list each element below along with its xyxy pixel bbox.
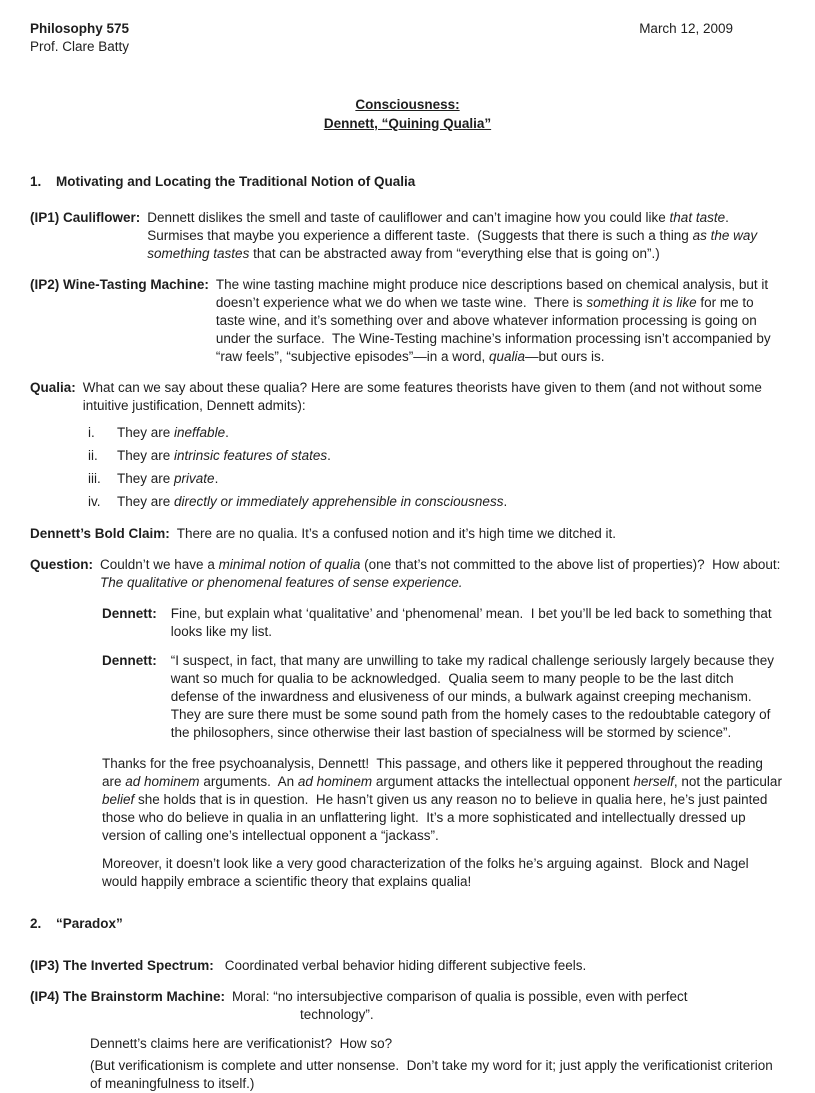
ip4-text-line-1: Moral: “no intersubjective comparison of qualia is possible, even with perfect [232,989,688,1004]
para-verificationist-question: Dennett’s claims here are verificationist? How so? [90,1036,393,1051]
section-2-number: 2. [30,916,42,931]
para-question [30,556,785,592]
list-item-numeral: iii. [88,471,101,486]
title-line-1: Consciousness: [355,97,460,112]
ip2-label: (IP2) Wine-Tasting Machine: [30,277,209,292]
list-item-text: They are private. [117,471,219,486]
question-label: Question: [30,557,93,572]
course-title: Philosophy 575 [30,21,130,36]
dennett-label: Dennett: [102,653,157,668]
para-dennett-reply-1 [102,605,785,641]
list-item-numeral: iv. [88,494,101,509]
dennett-reply-1-text: Fine, but explain what ‘qualitative’ and ‘phenomenal’ mean. I bet you’ll be led back to something that looks like my list. [170,606,776,639]
header-left [30,20,129,56]
document-date: March 12, 2009 [639,21,733,36]
para-thanks-psychoanalysis: Thanks for the free psychoanalysis, Dennett! This passage, and others like it peppered throughout the reading are ad hominem arguments. An ad hominem argument attacks the intellectual opponent herself, not the particular belief she holds that is in question. He hasn’t given us any reason no to believe in qualia here, he’s just painted those who do believe in qualia in an unflattering light. It’s a more sophisticated and intellectually dressed up version of calling one’s intellectual opponent a “jackass”. [102,756,786,843]
para-qualia [30,379,785,415]
ip4-text [232,988,687,1024]
list-item [88,490,785,513]
ip4-text-line-2: technology”. [300,1007,374,1022]
section-2-heading [30,915,785,933]
ip3-label: (IP3) The Inverted Spectrum: [30,958,214,973]
list-item [88,444,785,467]
para-ip3-inverted-spectrum [30,957,785,975]
ip2-text: The wine tasting machine might produce nice descriptions based on chemical analysis, but it doesn’t experience what we do when we taste wine. There is something it is like for me to taste wine, and it’s something over and above whatever information processing is going on under the surface. The Wine-Testing machine’s information processing isn’t accompanied by “raw feels”, “subjective episodes”—in a word, qualia—but ours is. [215,277,775,364]
para-ip4-brainstorm-machine [30,988,785,1024]
list-item-numeral: ii. [88,448,98,463]
para-moreover: Moreover, it doesn’t look like a very good characterization of the folks he’s arguing against. Block and Nagel would happily embrace a scientific theory that explains qualia! [102,856,753,889]
professor-name: Prof. Clare Batty [30,39,130,54]
bold-claim-text: There are no qualia. It’s a confused notion and it’s high time we ditched it. [176,526,617,541]
dennett-reply-2-text: “I suspect, in fact, that many are unwilling to take my radical challenge seriously largely because they want so much for qualia to be acknowledged. Qualia seem to many people to be the last ditch defense of the inwardness and elusiveness of our minds, a bulwark against creeping mechanism. They are sure there must be some sound path from the homely cases to the redoubtable category of the philosophers, since otherwise their last bastion of specialness will be stormed by science”. [170,653,778,740]
bold-claim-label: Dennett’s Bold Claim: [30,526,170,541]
ip1-text: Dennett dislikes the smell and taste of cauliflower and can’t imagine how you could like that taste. Surmises that maybe you experience a different taste. (Suggests that there is such a thing as the way something tastes that can be abstracted away from “everything else that is going on”.) [147,210,761,261]
section-1-heading [30,173,785,191]
title-line-2: Dennett, “Quining Qualia” [323,115,492,131]
list-item [88,467,785,490]
document-header [30,20,785,56]
qualia-text: What can we say about these qualia? Here are some features theorists have given to them (and not without some intuitive justification, Dennett admits): [82,380,766,413]
para-bold-claim [30,525,785,543]
section-1-number: 1. [30,174,42,189]
section-1-title: Motivating and Locating the Traditional Notion of Qualia [56,174,416,189]
document-title [30,96,785,133]
qualia-features-list [88,421,785,513]
para-ip2-wine-tasting-machine [30,276,785,366]
section-2-title: “Paradox” [56,916,123,931]
ip4-label: (IP4) The Brainstorm Machine: [30,989,226,1004]
qualia-label: Qualia: [30,380,76,395]
list-item-text: They are ineffable. [117,425,229,440]
para-dennett-reply-2 [102,652,785,742]
list-item [88,421,785,444]
para-ip1-cauliflower [30,209,785,263]
question-text: Couldn’t we have a minimal notion of qualia (one that’s not committed to the above list of properties)? How about: The qualitative or phenomenal features of sense experience. [100,557,785,590]
ip3-text: Coordinated verbal behavior hiding different subjective feels. [224,958,587,973]
para-verificationist-note: (But verificationism is complete and utter nonsense. Don’t take my word for it; just apply the verificationist criterion of meaningfulness to itself.) [90,1058,777,1091]
list-item-text: They are directly or immediately apprehensible in consciousness. [117,494,508,509]
ip1-label: (IP1) Cauliflower: [30,210,141,225]
list-item-text: They are intrinsic features of states. [117,448,331,463]
list-item-numeral: i. [88,425,95,440]
dennett-label: Dennett: [102,606,157,621]
